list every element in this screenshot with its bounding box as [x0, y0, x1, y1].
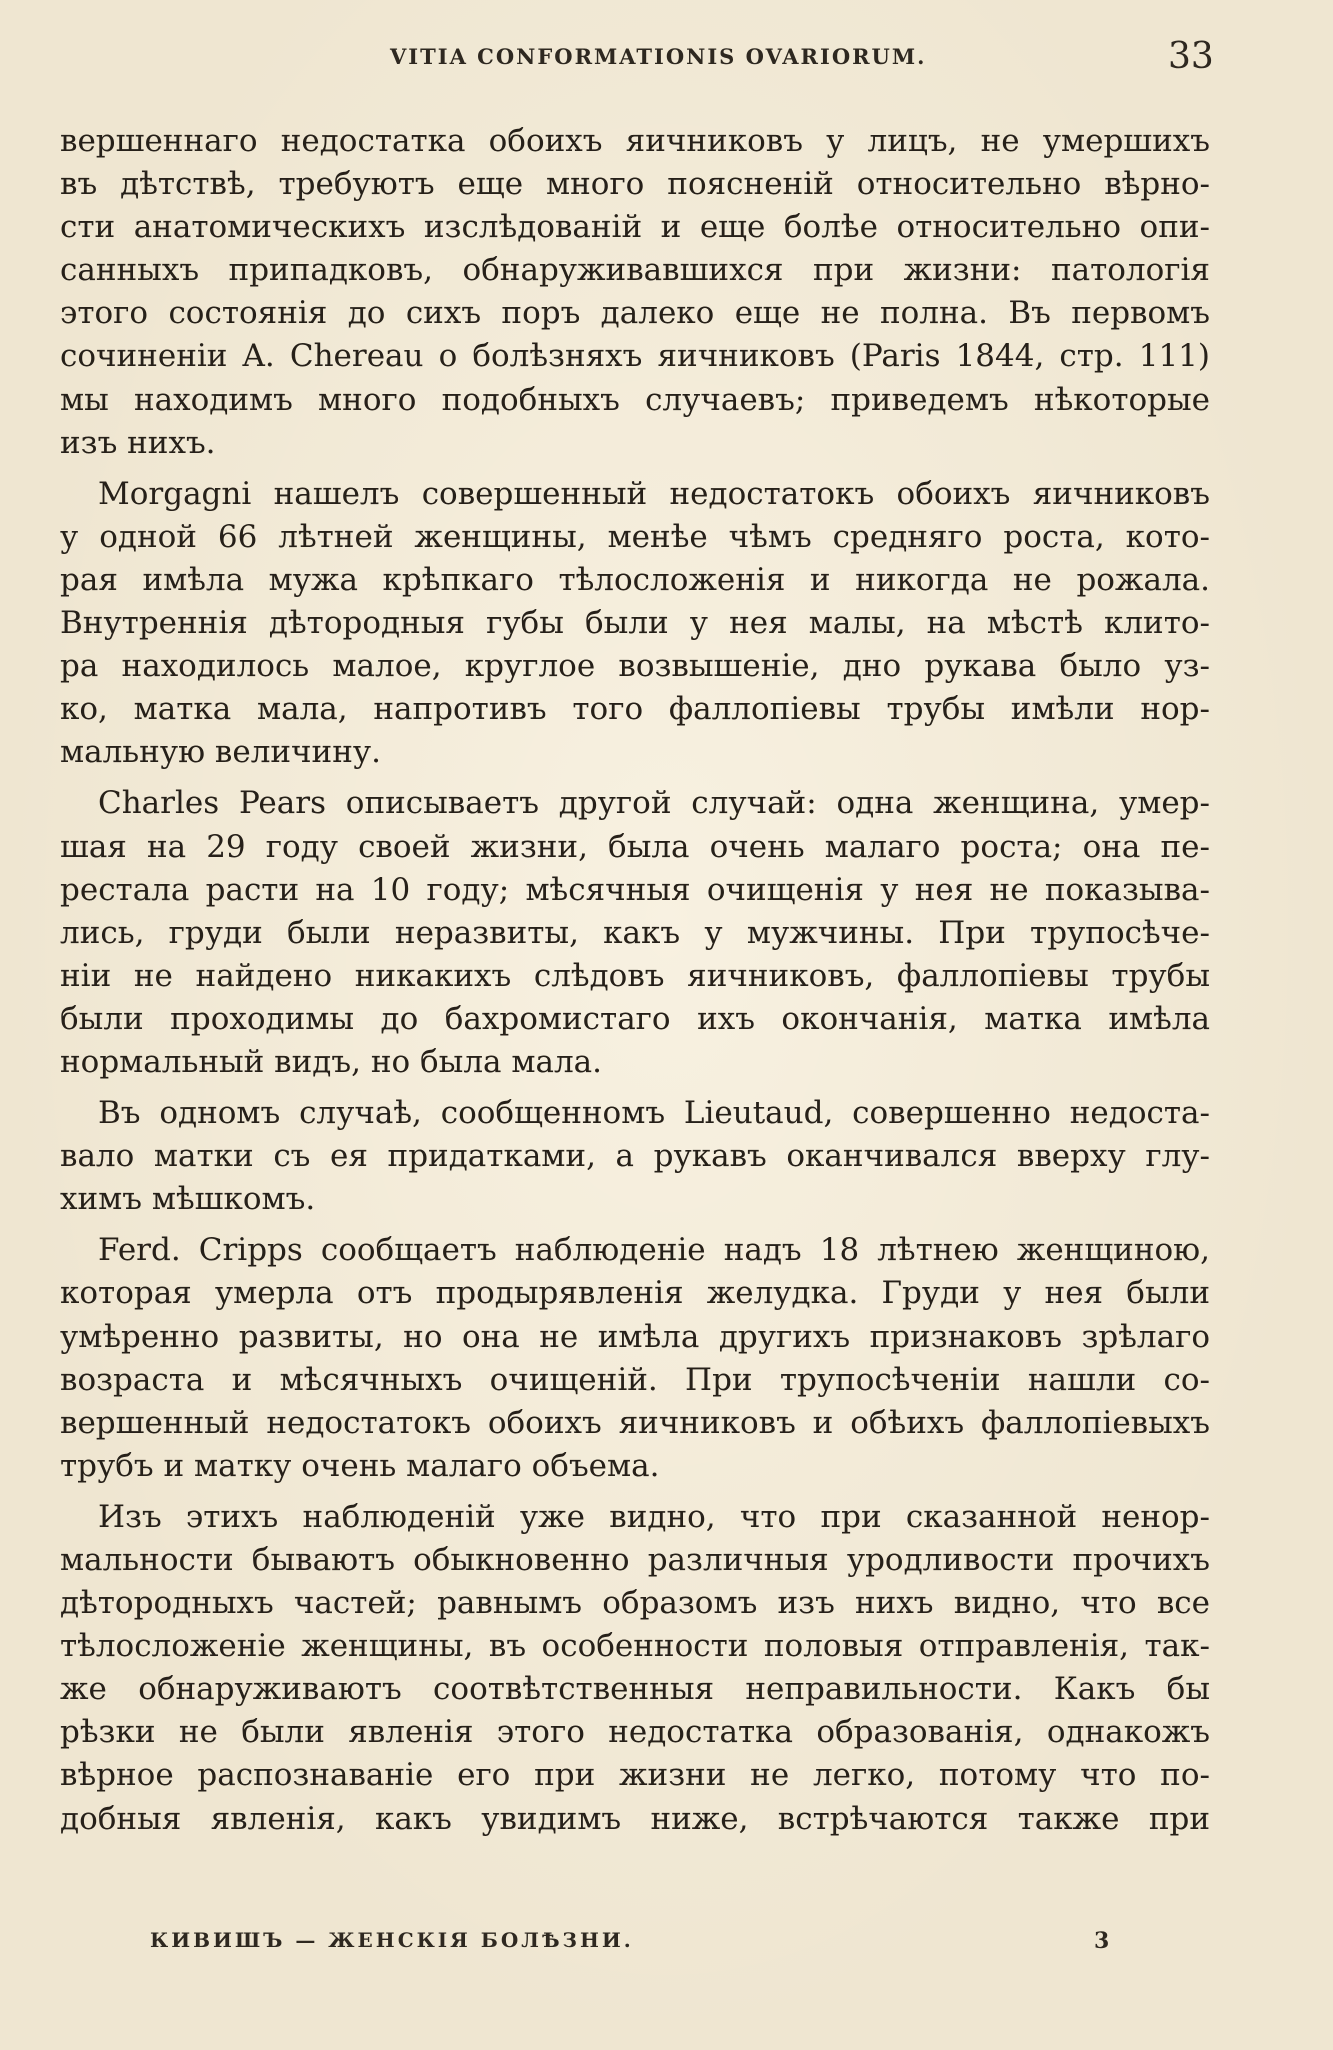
- text-line: добныя явленія, какъ увидимъ ниже, встрѣчаются также при: [60, 1800, 1210, 1837]
- paragraph-3: [60, 782, 1210, 1084]
- text-line: лись, груди были неразвиты, какъ у мужчины. При трупосѣче-: [60, 914, 1210, 951]
- text-line: рѣзки не были явленія этого недостатка образованія, однакожъ: [60, 1714, 1210, 1751]
- text-line: Въ одномъ случаѣ, сообщенномъ Lieutaud, совершенно недоста-: [98, 1095, 1210, 1132]
- signature-line: КИВИШЪ — ЖЕНСКІЯ БОЛѢЗНИ.: [150, 1928, 634, 1952]
- page-number: 33: [1168, 36, 1214, 77]
- text-line: мальную величину.: [60, 734, 381, 771]
- text-line: вершеннаго недостатка обоихъ яичниковъ у лицъ, не умершихъ: [60, 123, 1210, 159]
- text-line: дѣтородныхъ частей; равнымъ образомъ изъ нихъ видно, что все: [60, 1585, 1210, 1622]
- text-line: Morgagni нашелъ совершенный недостатокъ обоихъ яичниковъ: [98, 475, 1210, 512]
- text-line: которая умерла отъ продырявленія желудка. Груди у нея были: [60, 1275, 1210, 1312]
- running-head: VITIA CONFORMATIONIS OVARIORUM.: [390, 44, 927, 69]
- text-line: были проходимы до бахромистаго ихъ окончанія, матка имѣла: [60, 1000, 1210, 1037]
- text-line: сти анатомическихъ изслѣдованій и еще болѣе относительно опи-: [60, 209, 1210, 246]
- paragraph-1: [60, 120, 1210, 465]
- paragraph-5: [60, 1229, 1210, 1488]
- text-line: нормальный видъ, но была мала.: [60, 1043, 602, 1080]
- text-line: возраста и мѣсячныхъ очищеній. При трупосѣченіи нашли со-: [60, 1361, 1210, 1398]
- text-line: въ дѣтствѣ, требуютъ еще много поясненій относительно вѣрно-: [60, 166, 1210, 203]
- text-line: сочиненіи A. Chereau о болѣзняхъ яичниковъ (Paris 1844, стр. 111): [60, 338, 1210, 375]
- text-line: трубъ и матку очень малаго объема.: [60, 1447, 660, 1484]
- paragraph-4: [60, 1092, 1210, 1221]
- text-line: Charles Pears описываетъ другой случай: одна женщина, умер-: [98, 785, 1210, 822]
- paragraph-6: [60, 1496, 1210, 1841]
- text-line: у одной 66 лѣтней женщины, менѣе чѣмъ средняго роста, кото-: [60, 518, 1210, 555]
- text-line: умѣренно развиты, но она не имѣла другихъ признаковъ зрѣлаго: [60, 1318, 1210, 1355]
- text-line: Ferd. Cripps сообщаетъ наблюденіе надъ 18 лѣтнею женщиною,: [98, 1232, 1210, 1269]
- text-line: Внутреннія дѣтородныя губы были у нея малы, на мѣстѣ клито-: [60, 605, 1210, 642]
- text-line: же обнаруживаютъ соотвѣтственныя неправильности. Какъ бы: [60, 1671, 1210, 1708]
- text-line: ко, матка мала, напротивъ того фаллопіевы трубы имѣли нор-: [60, 691, 1210, 728]
- text-line: санныхъ припадковъ, обнаруживавшихся при жизни: патологія: [60, 252, 1210, 289]
- text-line: рестала расти на 10 году; мѣсячныя очищенія у нея не показыва-: [60, 871, 1210, 908]
- body-text: [60, 120, 1210, 1849]
- text-line: ра находилось малое, круглое возвышеніе, дно рукава было уз-: [60, 648, 1210, 685]
- text-line: мальности бываютъ обыкновенно различныя уродливости прочихъ: [60, 1542, 1210, 1578]
- text-line: химъ мѣшкомъ.: [60, 1181, 316, 1218]
- text-line: тѣлосложеніе женщины, въ особенности половыя отправленія, так-: [60, 1628, 1210, 1665]
- text-line: Изъ этихъ наблюденій уже видно, что при сказанной ненор-: [98, 1498, 1210, 1535]
- text-line: вало матки съ ея придатками, а рукавъ оканчивался вверху глу-: [60, 1138, 1210, 1175]
- text-line: рая имѣла мужа крѣпкаго тѣлосложенія и никогда не рожала.: [60, 561, 1210, 598]
- text-line: мы находимъ много подобныхъ случаевъ; приведемъ нѣкоторые: [60, 381, 1210, 418]
- text-line: шая на 29 году своей жизни, была очень малаго роста; она пе-: [60, 828, 1210, 865]
- text-line: вѣрное распознаваніе его при жизни не легко, потому что по-: [60, 1757, 1210, 1794]
- text-line: изъ нихъ.: [60, 424, 216, 461]
- text-line: ніи не найдено никакихъ слѣдовъ яичниковъ, фаллопіевы трубы: [60, 957, 1210, 994]
- paragraph-2: [60, 473, 1210, 775]
- text-line: этого состоянія до сихъ поръ далеко еще не полна. Въ первомъ: [60, 295, 1210, 332]
- signature-mark: 3: [1094, 1928, 1110, 1954]
- text-line: вершенный недостатокъ обоихъ яичниковъ и обѣихъ фаллопіевыхъ: [60, 1404, 1210, 1441]
